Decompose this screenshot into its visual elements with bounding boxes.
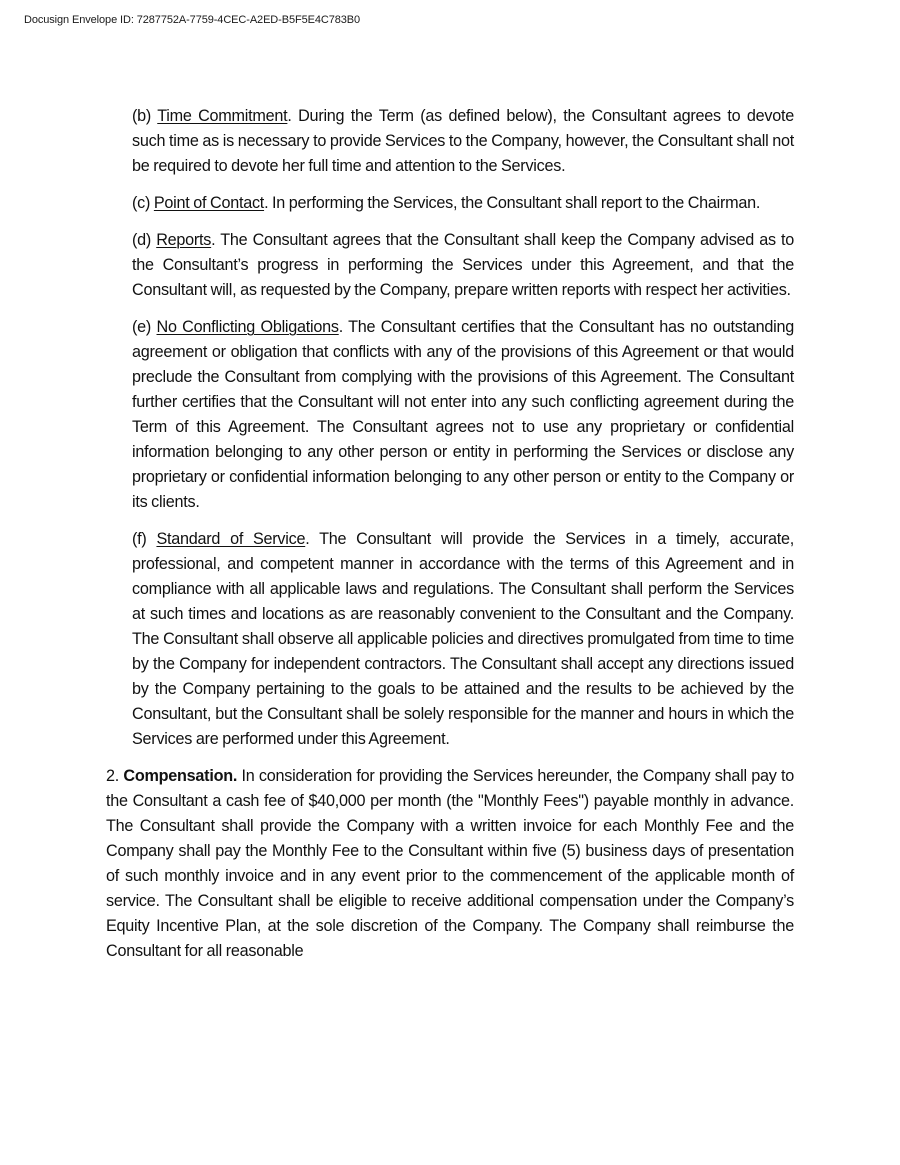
section-2-number: 2. <box>106 767 124 785</box>
paragraph-gap <box>0 515 900 527</box>
paragraph-gap <box>0 752 900 764</box>
section-2-compensation <box>106 764 794 964</box>
section-d-reports <box>132 228 794 303</box>
section-2-body: In consideration for providing the Services hereunder, the Company shall pay to the Consultant a cash fee of $40,000 per month (the "Monthly Fees") payable monthly in advance. The Consultant shall provide the Company with a written invoice for each Monthly Fee and the Company shall pay the Monthly Fee to the Consultant within five (5) business days of presentation of such monthly invoice and in any event prior to the commencement of the applicable month of service. The Consultant shall be eligible to receive additional compensation under the Company’s Equity Incentive Plan, at the sole discretion of the Company. The Company shall reimburse the Consultant for all reasonable <box>106 767 794 960</box>
paragraph-gap <box>0 303 900 315</box>
section-d-body: . The Consultant agrees that the Consultant shall keep the Company advised as to the Consultant’s progress in performing the Services under this Agreement, and that the Consultant will, as requested by the Company, prepare written reports with respect her activities. <box>132 231 794 299</box>
section-e-body: . The Consultant certifies that the Consultant has no outstanding agreement or obligation that conflicts with any of the provisions of this Agreement or that would preclude the Consultant from complying with the provisions of this Agreement. The Consultant further certifies that the Consultant will not enter into any such conflicting agreement during the Term of this Agreement. The Consultant agrees not to use any proprietary or confidential information belonging to any other person or entity in performing the Services or disclose any proprietary or confidential information belonging to any other person or entity to the Company or its clients. <box>132 318 794 511</box>
section-b-heading: Time Commitment <box>157 107 288 125</box>
section-f-prefix: (f) <box>132 530 157 548</box>
paragraph-gap <box>0 179 900 191</box>
section-e-heading: No Conflicting Obligations <box>156 318 339 336</box>
section-c-heading: Point of Contact <box>153 194 265 212</box>
section-f-heading: Standard of Service <box>156 530 306 548</box>
section-c-prefix: (c) <box>132 194 154 212</box>
document-page-body <box>0 104 900 964</box>
docusign-envelope-id: Docusign Envelope ID: 7287752A-7759-4CEC-A2ED-B5F5E4C783B0 <box>24 14 361 26</box>
section-2-heading: Compensation. <box>123 767 238 785</box>
section-e-prefix: (e) <box>132 318 157 336</box>
section-c-point-of-contact <box>132 191 794 216</box>
section-f-standard-of-service <box>132 527 794 752</box>
section-c-body: . In performing the Services, the Consultant shall report to the Chairman. <box>264 194 761 212</box>
section-d-heading: Reports <box>156 231 212 249</box>
paragraph-gap <box>0 216 900 228</box>
section-b-prefix: (b) <box>132 107 158 125</box>
section-f-body: . The Consultant will provide the Services in a timely, accurate, professional, and competent manner in accordance with the terms of this Agreement and in compliance with all applicable laws and regulations. The Consultant shall perform the Services at such times and locations as are reasonably convenient to the Consultant and the Company. The Consultant shall observe all applicable policies and directives promulgated from time to time by the Company for independent contractors. The Consultant shall accept any directions issued by the Company pertaining to the goals to be attained and the results to be achieved by the Consultant, but the Consultant shall be solely responsible for the manner and hours in which the Services are performed under this Agreement. <box>132 530 795 748</box>
section-e-no-conflicting-obligations <box>132 315 794 515</box>
section-b-body: . During the Term (as defined below), the Consultant agrees to devote such time as is necessary to provide Services to the Company, however, the Consultant shall not be required to devote her full time and attention to the Services. <box>132 107 794 175</box>
section-d-prefix: (d) <box>132 231 157 249</box>
section-b-time-commitment <box>132 104 794 179</box>
